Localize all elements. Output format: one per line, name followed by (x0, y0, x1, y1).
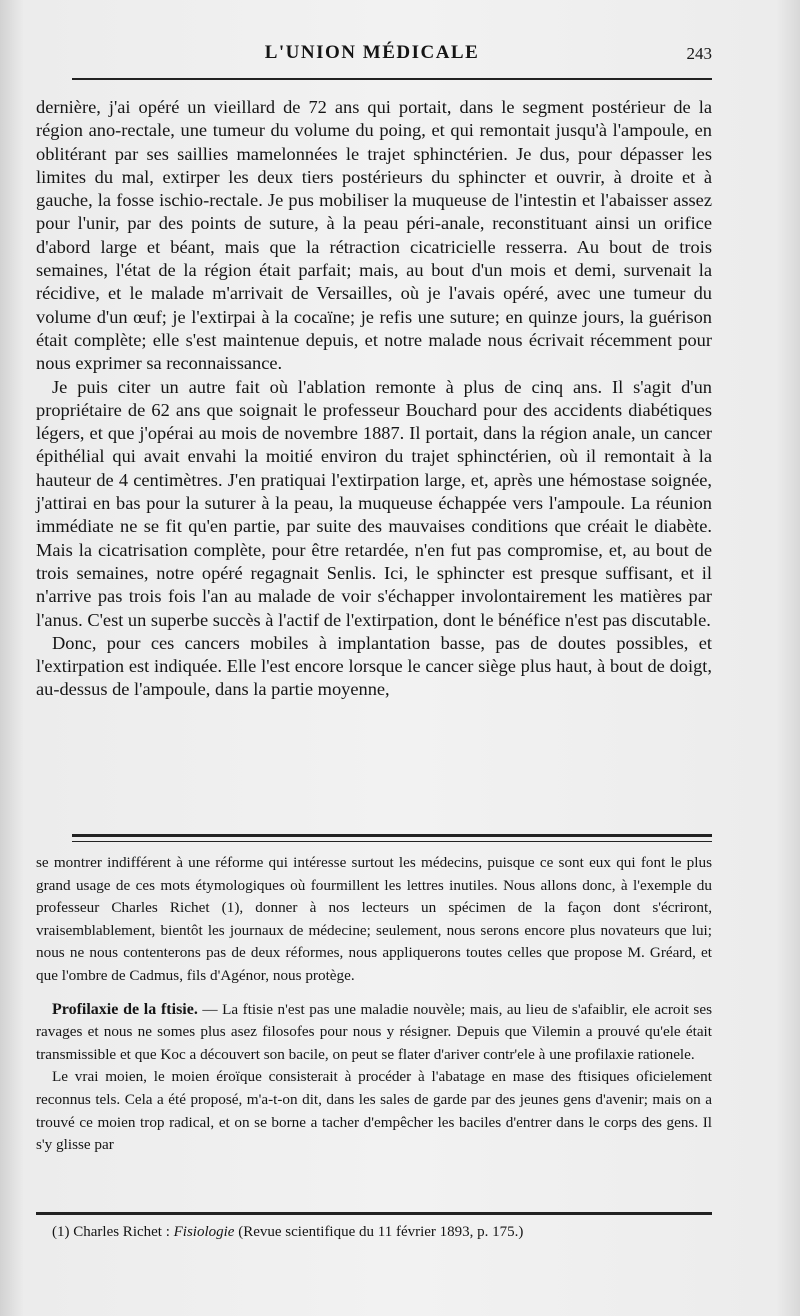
footnote-suffix: (Revue scientifique du 11 février 1893, p. 175.) (234, 1224, 524, 1240)
footnote (52, 1222, 712, 1242)
main-article-text (36, 96, 712, 702)
paragraph-continuation: dernière, j'ai opéré un vieillard de 72 ans qui portait, dans le segment postérieur de la région ano-rectale, une tumeur du volume du poing, et qui remontait jusqu'à l'ampoule, en oblitérant par ses saillies mamelonnées le trajet sphinctérien. Je dus, pour dépasser les limites du mal, extirper les deux tiers postérieurs du sphincter et ouvrir, à droite et à gauche, la fosse ischio-rectale. Je pus mobiliser la muqueuse de l'intestin et l'abaisser assez pour l'unir, par des points de suture, à la peau péri-anale, reconstituant ainsi un orifice d'abord large et béant, mais que la rétraction cicatricielle resserra. Au bout de trois semaines, l'état de la région était parfait; mais, au bout d'un mois et demi, survenait la récidive, et le malade m'arrivait de Versailles, où je l'avais opéré, avec une tumeur du volume d'un œuf; je l'extirpai à la cocaïne; je refis une suture; en quinze jours, la guérison était complète; elle s'est maintenue depuis, et notre malade nous écrivait récemment pour nous exprimer sa reconnaissance. (36, 97, 712, 374)
feuilleton-notes (36, 852, 712, 1157)
footnote-prefix: (1) Charles Richet : (52, 1224, 174, 1240)
page-header (32, 42, 712, 72)
notes-paragraph: Le vrai moien, le moien éroïque consisterait à procéder à l'abatage en mase des ftisiques oficielement reconnus tels. Cela a été proposé, m'a-t-on dit, dans les sales de garde par des jeunes gens d'avenir; mais on a trouvé ce moien trop radical, et on se borne a tacher d'empêcher les baciles d'entrer dans le corps des gens. Il s'y glisse par (36, 1068, 712, 1154)
header-rule (72, 78, 712, 80)
footnote-title: Fisiologie (173, 1224, 235, 1240)
paragraph: Je puis citer un autre fait où l'ablation remonte à plus de cinq ans. Il s'agit d'un propriétaire de 62 ans que soignait le professeur Bouchard pour des accidents diabétiques légers, et que j'opérai au mois de novembre 1887. Il portait, dans la région anale, un cancer épithélial qui avait envahi la moitié environ du trajet sphinctérien, où il remontait à la hauteur de 4 centimètres. J'en pratiquai l'extirpation large, et, après une hémostase soignée, j'attirai en bas pour la suturer à la peau, la muqueuse échappée vers l'ampoule. La réunion immédiate ne se fit qu'en partie, par suite des mauvaises conditions que créait le diabète. Mais la cicatrisation complète, pour être retardée, n'en fut pas compromise, et, au bout de trois semaines, notre opéré regagnait Senlis. Ici, le sphincter est presque suffisant, et il n'arrive pas trois fois l'an au malade de voir s'échapper involontairement les matières par l'anus. C'est un superbe succès à l'actif de l'extirpation, dont le bénéfice n'est pas discutable. (36, 376, 712, 630)
notes-paragraph (36, 999, 712, 1067)
notes-paragraph: se montrer indifférent à une réforme qui intéresse surtout les médecins, puisque ce sont eux qui font le plus grand usage de ces mots étymologiques où fourmillent les lettres inutiles. Nous allons donc, à l'exemple du professeur Charles Richet (1), donner à nos lecteurs un spécimen de la façon dont s'écriront, vraisemblablement, bientôt les journaux de médecine; seulement, nous serons encore plus novateurs que lui; nous ne nous contenterons pas de deux réformes, nous appliquerons toutes celles que propose M. Gréard, et que l'ombre de Cadmus, fils d'Agénor, nous protège. (36, 854, 712, 984)
notes-paragraph-text: — La ftisie n'est pas une maladie nouvèle; mais, au lieu de s'afaiblir, ele acroit ses ravages et nous ne somes plus asez filosofes pour nous y résigner. Depuis que Vilemin a prouvé qu'ele était transmissible et que Koc a découvert son bacile, on peut se flater d'ariver contr'ele à une profilaxie rationele. (36, 1000, 712, 1063)
section-heading: Profilaxie de la ftisie. (52, 1000, 198, 1018)
running-title: L'UNION MÉDICALE (264, 42, 480, 63)
footnote-rule (36, 1212, 712, 1215)
page-number: 243 (686, 44, 712, 63)
section-separator (72, 834, 712, 837)
paragraph: Donc, pour ces cancers mobiles à implantation basse, pas de doutes possibles, et l'extirpation est indiquée. Elle l'est encore lorsque le cancer siège plus haut, à bout de doigt, au-dessus de l'ampoule, dans la partie moyenne, (36, 632, 712, 700)
section-separator-thin (72, 841, 712, 842)
